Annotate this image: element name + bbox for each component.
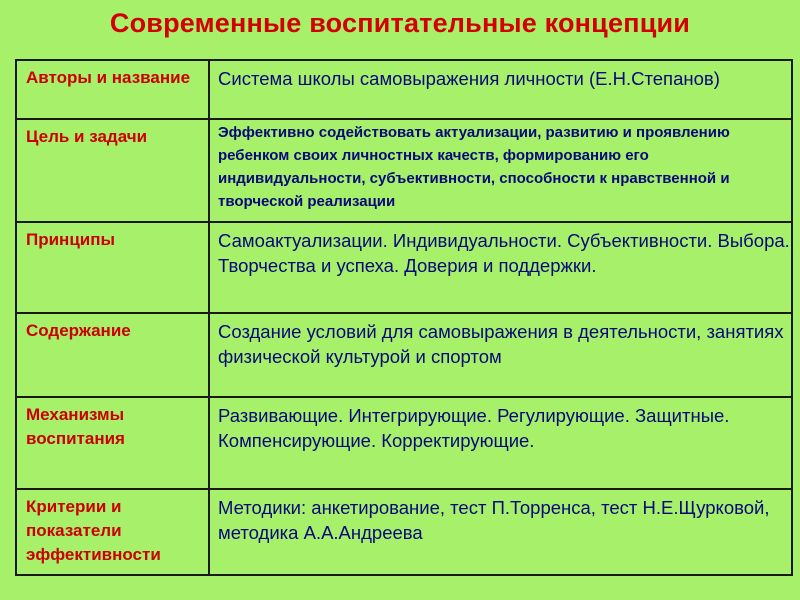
row-value: Самоактуализации. Индивидуальности. Субъективности. Выбора. Творчества и успеха. Доверия и поддержки.	[218, 230, 790, 276]
row-value: Создание условий для самовыражения в деятельности, занятиях физической культурой и спортом	[218, 321, 784, 367]
page-title: Современные воспитательные концепции	[109, 8, 691, 38]
row-label-cell	[16, 222, 209, 313]
row-label: Цель и задачи	[26, 127, 148, 146]
row-value-cell	[209, 119, 792, 222]
concept-table	[15, 59, 793, 576]
row-value: Эффективно содействовать актуализации, развитию и проявлению ребенком своих личностных качеств, формированию его индивидуальности, субъективности, способности к нравственной и творческой реализации	[218, 124, 730, 210]
row-label: Критерии и показатели эффективности	[26, 497, 161, 564]
row-value-cell	[209, 397, 792, 489]
table-row	[16, 489, 792, 575]
row-label-cell	[16, 119, 209, 222]
row-label-cell	[16, 313, 209, 397]
row-value: Развивающие. Интегрирующие. Регулирующие. Защитные. Компенсирующие. Корректирующие.	[218, 405, 730, 451]
row-value-cell	[209, 60, 792, 119]
row-value-cell	[209, 489, 792, 575]
row-value-cell	[209, 313, 792, 397]
row-label: Принципы	[26, 230, 116, 249]
table-row	[16, 60, 792, 119]
row-label-cell	[16, 60, 209, 119]
row-value: Методики: анкетирование, тест П.Торренса, тест Н.Е.Щурковой, методика А.А.Андреева	[218, 497, 770, 543]
table-row	[16, 397, 792, 489]
table-row	[16, 313, 792, 397]
row-label: Авторы и название	[26, 68, 191, 87]
table-row	[16, 119, 792, 222]
row-label-cell	[16, 489, 209, 575]
row-label: Механизмы воспитания	[26, 405, 125, 448]
row-label-cell	[16, 397, 209, 489]
row-value-cell	[209, 222, 792, 313]
row-label: Содержание	[26, 321, 131, 340]
table-row	[16, 222, 792, 313]
row-value: Система школы самовыражения личности (Е.Н.Степанов)	[218, 68, 720, 89]
